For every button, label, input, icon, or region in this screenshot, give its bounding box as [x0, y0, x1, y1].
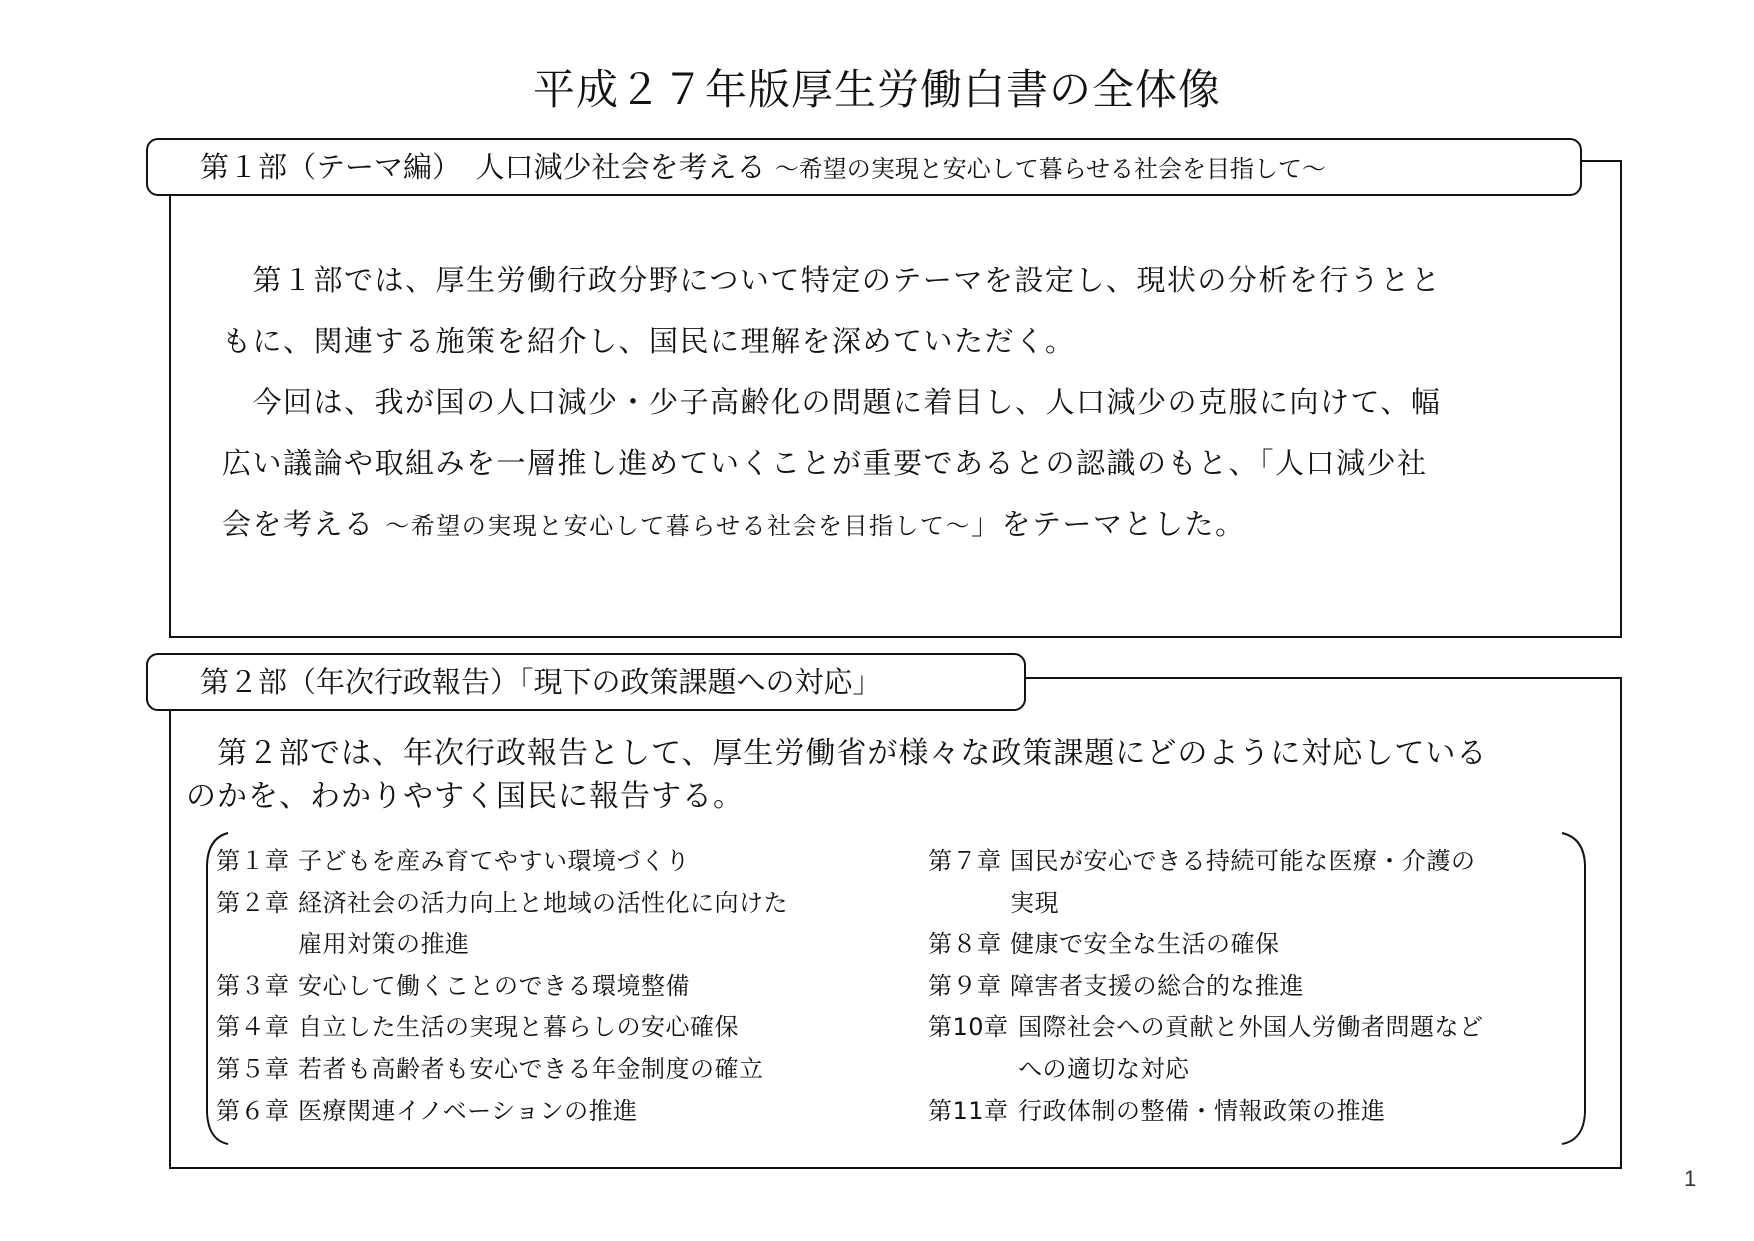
- part1-label-main: 第１部（テーマ編） 人口減少社会を考える: [200, 150, 775, 184]
- part1-line: 広い議論や取組みを一層推し進めていくことが重要であるとの認識のもと、「人口減少社: [222, 446, 1428, 480]
- chapter-item: 第６章 医療関連イノベーションの推進: [216, 1096, 638, 1125]
- chapter-list-right: [928, 841, 1484, 1132]
- page-title: 平成２７年版厚生労働白書の全体像: [532, 65, 1221, 114]
- part1-label-subtitle: ～希望の実現と安心して暮らせる社会を目指して～: [774, 155, 1327, 183]
- part2-line: のかを、わかりやすく国民に報告する。: [186, 779, 744, 814]
- part1-line: 今回は、我が国の人口減少・少子高齢化の問題に着目し、人口減少の克服に向けて、幅: [222, 385, 1442, 419]
- chapter-item: 第11章 行政体制の整備・情報政策の推進: [928, 1096, 1386, 1125]
- part1-line: 会を考える ～希望の実現と安心して暮らせる社会を目指して～」をテーマとした。: [222, 507, 1246, 541]
- chapter-item: 第５章 若者も高齢者も安心できる年金制度の確立: [216, 1054, 764, 1083]
- page-number: 1: [1684, 1166, 1697, 1191]
- part1-line: もに、関連する施策を紹介し、国民に理解を深めていただく。: [222, 324, 1076, 358]
- chapter-item-continuation: への適切な対応: [1018, 1054, 1190, 1083]
- chapter-item: 第３章 安心して働くことのできる環境整備: [216, 971, 690, 1000]
- chapter-item: 第４章 自立した生活の実現と暮らしの安心確保: [216, 1013, 739, 1042]
- chapter-item: 第１章 子どもを産み育てやすい環境づくり: [216, 847, 690, 875]
- chapter-item-continuation: 雇用対策の推進: [298, 930, 470, 959]
- chapter-item-continuation: 実現: [1010, 888, 1059, 917]
- chapter-item: 第10章 国際社会への貢献と外国人労働者問題など: [928, 1013, 1484, 1042]
- part1-label-box: [146, 138, 1582, 196]
- part2-line: 第２部では、年次行政報告として、厚生労働省が様々な政策課題にどのように対応している: [186, 736, 1488, 771]
- chapter-item: 第８章 健康で安全な生活の確保: [928, 930, 1280, 959]
- part1-paragraph: [222, 250, 1441, 557]
- chapter-item: 第７章 国民が安心できる持続可能な医療・介護の: [928, 847, 1476, 875]
- chapter-list-left: [216, 841, 788, 1132]
- part2-paragraph: [186, 732, 1487, 818]
- part1-line: 第１部では、厚生労働行政分野について特定のテーマを設定し、現状の分析を行うとと: [222, 263, 1442, 297]
- part2-label-box: 第２部（年次行政報告）「現下の政策課題への対応」: [146, 653, 1026, 711]
- chapter-item: 第９章 障害者支援の総合的な推進: [928, 971, 1304, 1000]
- chapter-item: 第２章 経済社会の活力向上と地域の活性化に向けた: [216, 888, 788, 917]
